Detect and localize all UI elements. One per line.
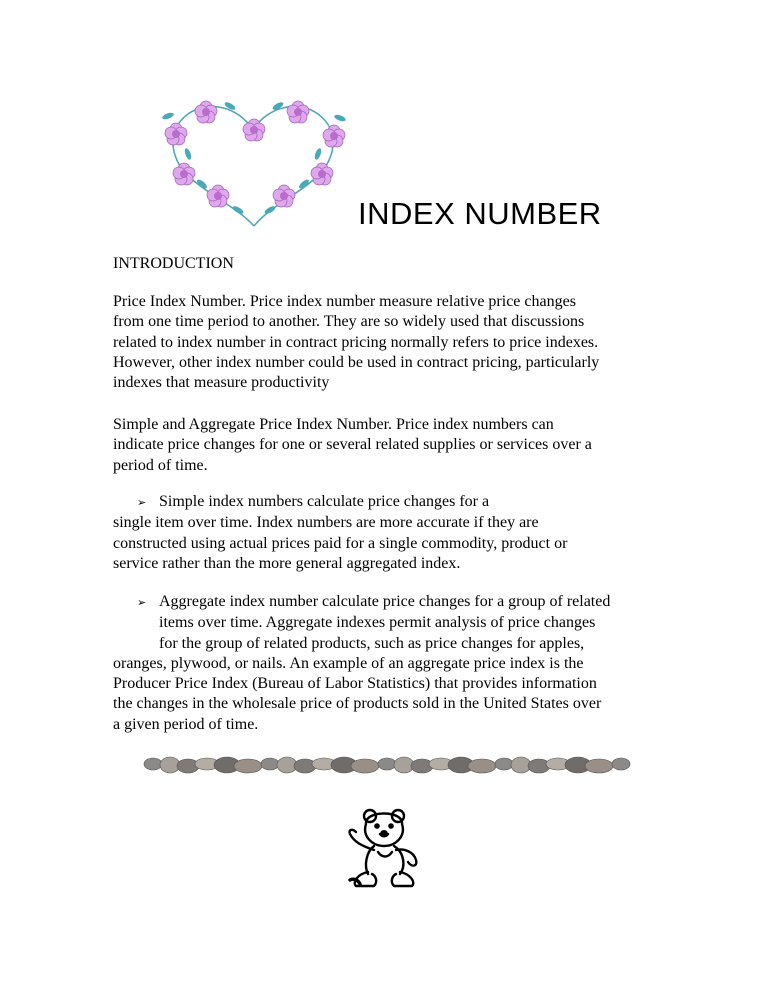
rose-icon <box>165 123 187 145</box>
rose-icon <box>323 125 345 147</box>
text-line: constructed using actual prices paid for a single commodity, product or <box>113 534 568 552</box>
leaf-icon <box>161 112 174 121</box>
text-line <box>113 492 673 513</box>
pebble-icon <box>468 759 496 773</box>
text-line: indexes that measure productivity <box>113 374 330 392</box>
rose-icon <box>287 101 309 123</box>
text-line: period of time. <box>113 456 208 474</box>
rose-icon <box>195 101 217 123</box>
pebble-icon <box>261 758 279 770</box>
pebble-icon <box>585 759 613 773</box>
rose-icon <box>311 163 333 185</box>
text-line: oranges, plywood, or nails. An example of an aggregate price index is the <box>113 654 584 672</box>
leaf-icon <box>333 114 346 123</box>
text-line: single item over time. Index numbers are more accurate if they are <box>113 514 539 532</box>
text-line: indicate price changes for one or several related supplies or services over a <box>113 436 592 454</box>
text-line: Producer Price Index (Bureau of Labor Statistics) that provides information <box>113 675 597 693</box>
rose-icon <box>173 163 195 185</box>
bullet-text: Aggregate index number calculate price changes for a group of related <box>159 593 611 610</box>
text-line: items over time. Aggregate indexes permit analysis of price changes <box>159 614 596 632</box>
pebble-icon <box>612 758 630 770</box>
text-line: Simple and Aggregate Price Index Number. Price index numbers can <box>113 416 554 433</box>
bullet-simple-index <box>113 492 673 574</box>
pebble-icon <box>234 759 262 773</box>
rose-icon <box>273 185 295 207</box>
page-title: INDEX NUMBER <box>358 196 602 231</box>
leaf-icon <box>232 205 245 216</box>
teddy-bear-icon <box>344 806 424 888</box>
text-line: a given period of time. <box>113 715 259 733</box>
text-line: from one time period to another. They are so widely used that discussions <box>113 313 585 331</box>
bullet-aggregate-index <box>113 592 673 735</box>
pebble-icon <box>351 759 379 773</box>
heart-roses-icon <box>158 96 348 228</box>
stone-border-icon <box>143 752 633 778</box>
leaf-icon <box>184 147 193 160</box>
text-line: the changes in the wholesale price of products sold in the United States over <box>113 695 602 713</box>
text-line: Price Index Number. Price index number measure relative price changes <box>113 293 576 310</box>
bullet-text: Simple index numbers calculate price changes for a <box>159 493 490 510</box>
leaf-icon <box>314 147 323 160</box>
paragraph-price-index-number <box>113 292 673 393</box>
text-line: for the group of related products, such as price changes for apples, <box>159 634 585 652</box>
text-line <box>113 592 673 613</box>
text-line: related to index number in contract pricing normally refers to price indexes. <box>113 333 599 351</box>
pebble-icon <box>378 758 396 770</box>
text-line: service rather than the more general aggregated index. <box>113 554 461 572</box>
section-heading: INTRODUCTION <box>113 255 234 272</box>
arrow-bullet-icon: ➢ <box>137 496 147 509</box>
arrow-bullet-icon: ➢ <box>137 596 147 609</box>
text-line: However, other index number could be used in contract pricing, particularly <box>113 353 600 371</box>
pebble-icon <box>495 758 513 770</box>
pebble-icon <box>144 758 162 770</box>
paragraph-simple-aggregate <box>113 415 673 476</box>
rose-icon <box>207 185 229 207</box>
